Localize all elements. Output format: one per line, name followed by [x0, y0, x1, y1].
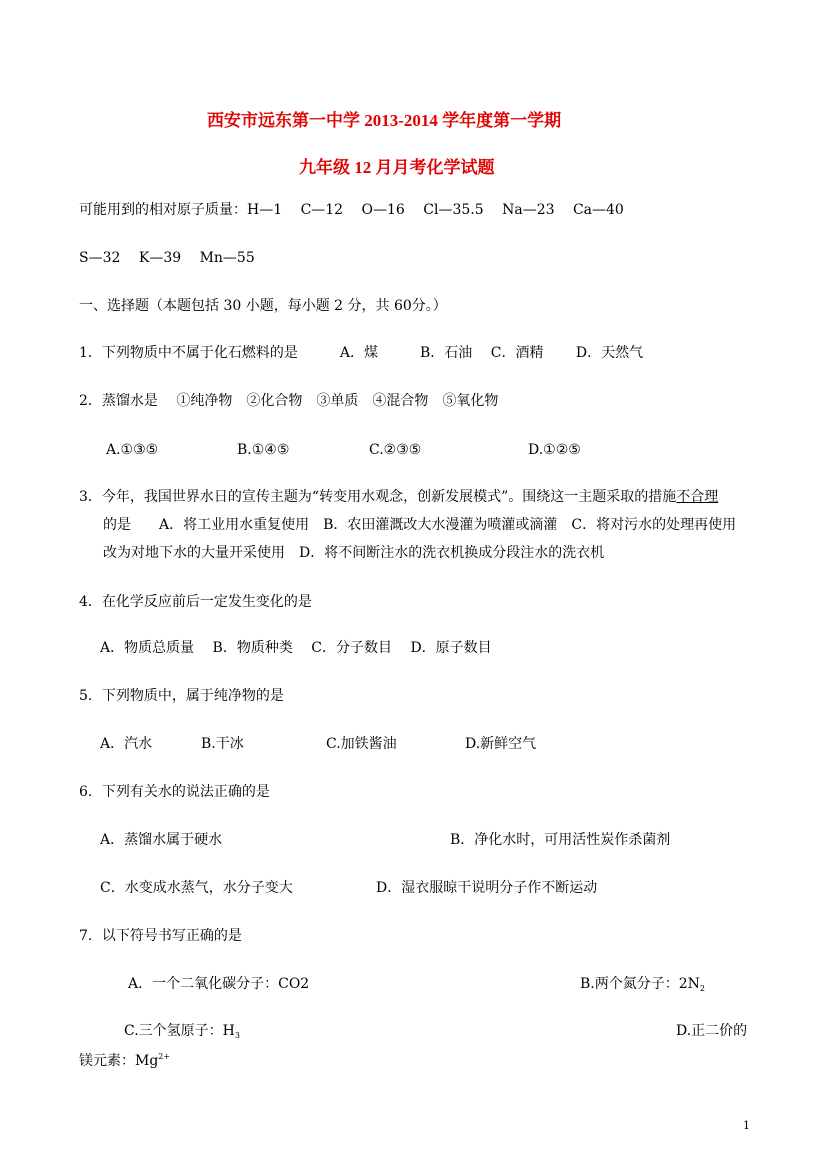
question-5-option-a: A．汽水: [100, 736, 153, 752]
atomic-mass-line-1: 可能用到的相对原子质量：H—1 C—12 O—16 Cl—35.5 Na—23 Ca—40: [79, 202, 624, 218]
question-7-option-d: D.正二价的: [676, 1023, 748, 1039]
question-3-stem: 3．今年，我国世界水日的宣传主题为“转变用水观念，创新发展模式”。围绕这一主题采取的措施: [79, 489, 677, 505]
question-2-option-c: C.②③⑤: [369, 442, 422, 458]
question-7-option-d-continued: 镁元素：$Mg^{2+}$: [79, 1052, 171, 1069]
question-6-stem: 6．下列有关水的说法正确的是: [79, 784, 270, 800]
question-3-line-2: 的是 A．将工业用水重复使用 B．农田灌溉改大水漫灌为喷灌或滴灌 C．将对污水的处理再使用: [103, 517, 737, 533]
question-2-option-b: B.①④⑤: [237, 442, 290, 458]
question-5-stem: 5．下列物质中，属于纯净物的是: [79, 688, 284, 704]
question-6-option-c: C．水变成水蒸气，水分子变大: [100, 880, 293, 896]
page-number: 1: [743, 1119, 750, 1132]
question-5-option-d: D.新鲜空气: [465, 736, 537, 752]
question-7-option-b: B.两个氮分子：$2N_2$: [580, 976, 705, 993]
question-3-underlined-text: 不合理: [676, 489, 719, 505]
section-heading: 一、选择题（本题包括 30 小题，每小题 2 分，共 60分。）: [79, 298, 447, 314]
question-7-option-a: A．一个二氧化碳分子：CO2: [128, 976, 310, 992]
question-3-line-1: [79, 487, 718, 507]
question-2-option-d: D.①②⑤: [528, 442, 581, 458]
exam-subtitle: 九年级 12 月月考化学试题: [299, 158, 495, 177]
question-2-option-a: A.①③⑤: [106, 442, 159, 458]
question-4-stem: 4．在化学反应前后一定发生变化的是: [79, 594, 312, 610]
question-7-stem: 7．以下符号书写正确的是: [79, 928, 242, 944]
question-2-stem: 2．蒸馏水是 ①纯净物 ②化合物 ③单质 ④混合物 ⑤氧化物: [79, 393, 499, 409]
question-6-option-b: B．净化水时，可用活性炭作杀菌剂: [450, 832, 671, 848]
question-7-option-c: C.三个氢原子：$H_3$: [124, 1023, 240, 1040]
question-5-option-b: B.干冰: [201, 736, 244, 752]
question-3-line-3: 改为对地下水的大量开采使用 D．将不间断注水的洗衣机换成分段注水的洗衣机: [103, 545, 605, 561]
question-6-option-d: D．湿衣服晾干说明分子作不断运动: [376, 880, 598, 896]
atomic-mass-line-2: S—32 K—39 Mn—55: [79, 250, 255, 266]
question-6-option-a: A．蒸馏水属于硬水: [100, 832, 223, 848]
question-1: 1．下列物质中不属于化石燃料的是 A．煤 B．石油 C．酒精 D．天然气: [79, 345, 644, 361]
question-4-options: A．物质总质量 B．物质种类 C．分子数目 D．原子数目: [100, 640, 492, 656]
exam-title: 西安市远东第一中学 2013-2014 学年度第一学期: [207, 111, 562, 130]
question-5-option-c: C.加铁酱油: [326, 736, 397, 752]
